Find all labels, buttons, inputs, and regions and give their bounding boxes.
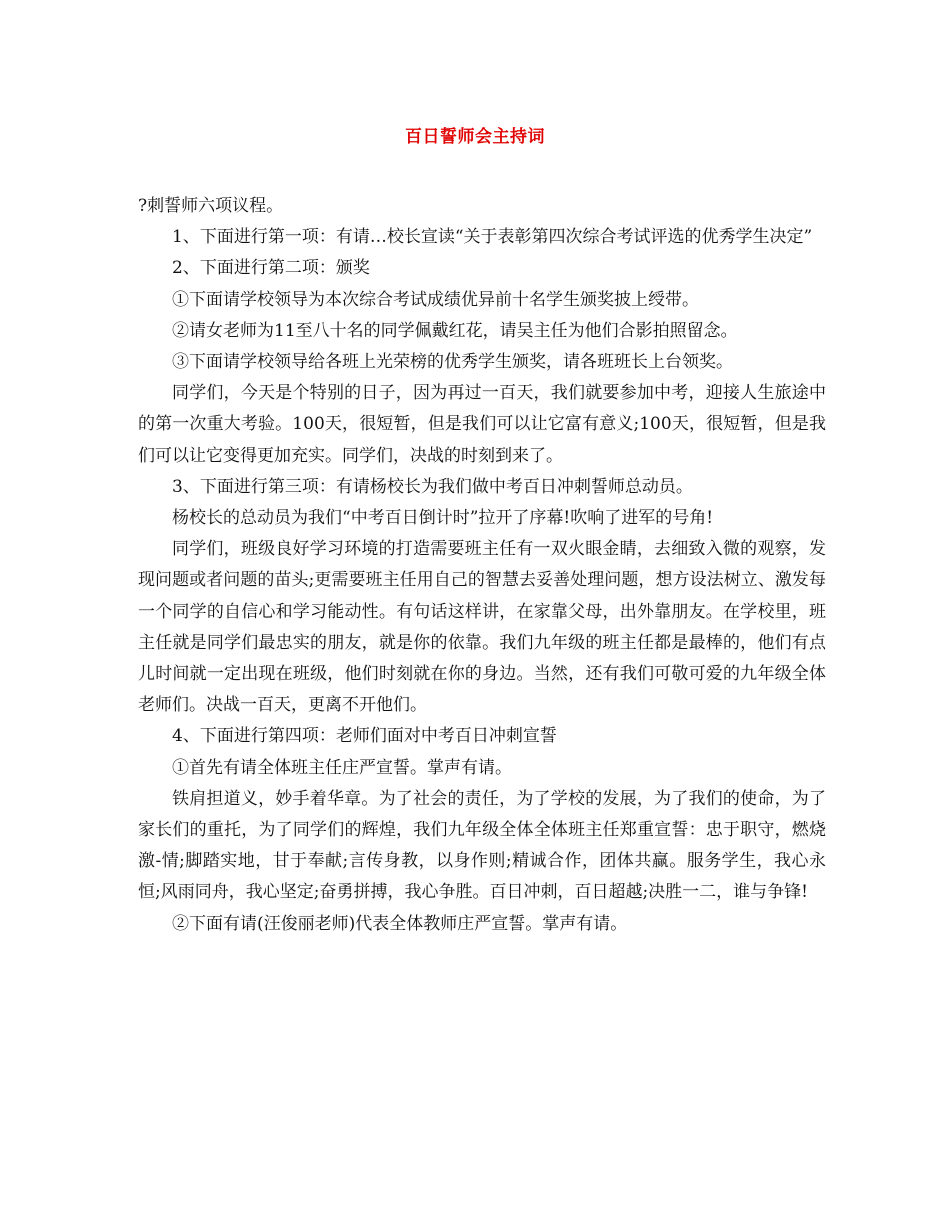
paragraph-award-1: ①下面请学校领导为本次综合考试成绩优异前十名学生颁奖披上绶带。 — [172, 289, 699, 310]
paragraph-speech-3: 同学们，班级良好学习环境的打造需要班主任有一双火眼金睛，去细致入微的观察，发现问题或者问题的苗头;更需要班主任用自己的智慧去妥善处理问题，想方设法树立、激发每一个同学的自信心和学习能动性。有句话这样讲，在家靠父母，出外靠朋友。在学校里，班主任就是同学们最忠实的朋友，就是你的依靠。我们九年级的班主任都是最棒的，他们有点儿时间就一定出现在班级，他们时刻就在你的身边。当然，还有我们可敬可爱的九年级全体老师们。决战一百天，更离不开他们。 — [138, 539, 826, 716]
document-body — [138, 191, 826, 940]
paragraph-item-2: 2、下面进行第二项：颁奖 — [172, 258, 370, 279]
paragraph-agenda-intro: ?刺誓师六项议程。 — [138, 196, 284, 216]
paragraph-speech-1: 同学们，今天是个特别的日子，因为再过一百天，我们就要参加中考，迎接人生旅途中的第一次重大考验。100天，很短暂，但是我们可以让它富有意义;100天，很短暂，但是我们可以让它变得更加充实。同学们，决战的时刻到来了。 — [138, 383, 826, 466]
paragraph-item-1: 1、下面进行第一项：有请…校长宣读“关于表彰第四次综合考试评选的优秀学生决定” — [172, 227, 813, 248]
paragraph-oath-1: ①首先有请全体班主任庄严宣誓。掌声有请。 — [172, 757, 512, 778]
paragraph-award-3: ③下面请学校领导给各班上光荣榜的优秀学生颁奖，请各班班长上台领奖。 — [172, 352, 733, 373]
paragraph-oath-text: 铁肩担道义，妙手着华章。为了社会的责任，为了学校的发展，为了我们的使命，为了家长们的重托，为了同学们的辉煌，我们九年级全体全体班主任郑重宣誓：忠于职守，燃烧激-情;脚踏实地，甘于奉献;言传身教，以身作则;精诚合作，团体共赢。服务学生，我心永恒;风雨同舟，我心坚定;奋勇拼搏，我心争胜。百日冲刺，百日超越;决胜一二，谁与争锋! — [138, 788, 826, 903]
paragraph-item-4: 4、下面进行第四项：老师们面对中考百日冲刺宣誓 — [172, 726, 557, 747]
paragraph-oath-2: ②下面有请(汪俊丽老师)代表全体教师庄严宣誓。掌声有请。 — [172, 913, 628, 934]
paragraph-speech-2: 杨校长的总动员为我们“中考百日倒计时”拉开了序幕!吹响了进军的号角! — [172, 508, 714, 529]
paragraph-item-3: 3、下面进行第三项：有请杨校长为我们做中考百日冲刺誓师总动员。 — [172, 476, 693, 497]
page-title: 百日誓师会主持词 — [405, 127, 545, 147]
paragraph-award-2: ②请女老师为11至八十名的同学佩戴红花，请吴主任为他们合影拍照留念。 — [172, 320, 738, 341]
